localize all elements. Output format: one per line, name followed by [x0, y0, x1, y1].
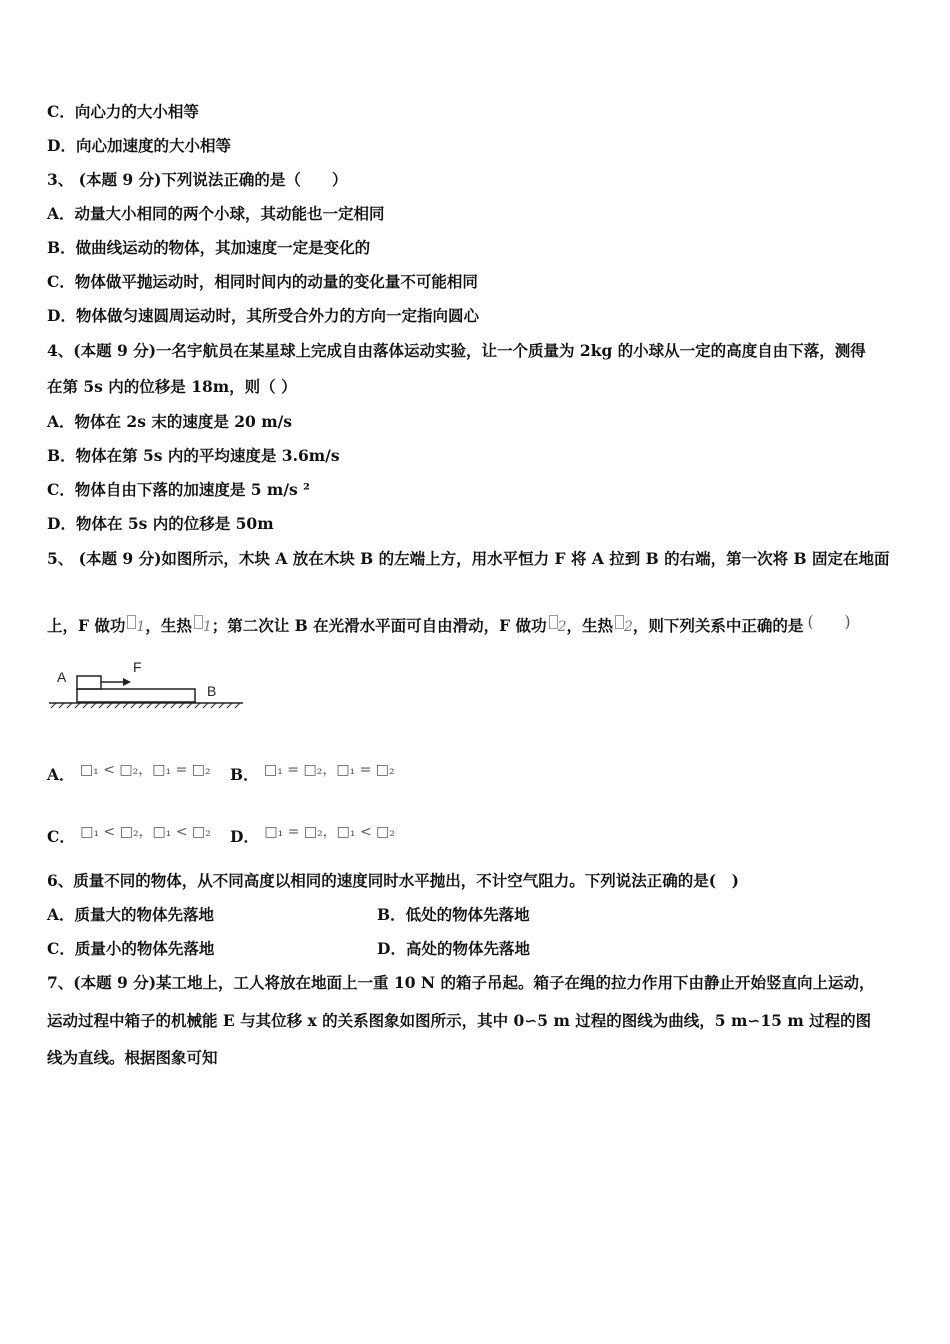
- label-f: F: [133, 660, 142, 675]
- q1-symbol: 1: [192, 619, 212, 635]
- block-b: [77, 689, 195, 702]
- question-3: 3、 (本题 9 分)下列说法正确的是（ ）: [47, 170, 348, 189]
- q5-option-d-label: D．: [230, 827, 259, 846]
- question-7-line3: 线为直线。根据图象可知: [47, 1048, 218, 1067]
- q3-option-a: A．动量大小相同的两个小球，其动能也一定相同: [47, 204, 385, 223]
- q5-text-a: 上，F 做功: [47, 616, 126, 635]
- q6-option-d: D．高处的物体先落地: [377, 939, 530, 958]
- q5-option-a: □₁ < □₂，□₁ = □₂: [79, 762, 211, 778]
- q5-option-a-row: [47, 760, 211, 785]
- block-diagram: [47, 660, 247, 712]
- q5-answer-paren: ( ): [807, 613, 851, 631]
- q3-option-c: C．物体做平抛运动时，相同时间内的动量的变化量不可能相同: [47, 272, 478, 291]
- q4-option-c: C．物体自由下落的加速度是 5 m/s ²: [47, 480, 310, 499]
- w1-symbol: 1: [125, 619, 145, 635]
- q5-option-c-label: C．: [47, 827, 75, 846]
- q5-option-c-row: [47, 822, 211, 847]
- q3-option-d: D．物体做匀速圆周运动时，其所受合外力的方向一定指向圆心: [47, 306, 479, 325]
- q5-option-b-row: [230, 760, 395, 785]
- block-a: [77, 676, 101, 689]
- q5-option-c: □₁ < □₂，□₁ < □₂: [80, 824, 211, 840]
- w2-symbol: 2: [547, 619, 567, 635]
- question-5-line1: 5、 (本题 9 分)如图所示，木块 A 放在木块 B 的左端上方，用水平恒力 F 将 A 拉到 B 的右端，第一次将 B 固定在地面: [47, 549, 890, 568]
- line-c-centripetal-force: C．向心力的大小相等: [47, 102, 199, 121]
- q4-option-b: B．物体在第 5s 内的平均速度是 3.6m/s: [47, 446, 340, 465]
- q6-option-c: C．质量小的物体先落地: [47, 939, 215, 958]
- q3-option-b: B．做曲线运动的物体，其加速度一定是变化的: [47, 238, 371, 257]
- question-4-line2: 在第 5s 内的位移是 18m，则（ ）: [47, 377, 297, 396]
- q5-text-e: ，则下列关系中正确的是: [632, 616, 804, 635]
- label-b: B: [207, 683, 217, 699]
- line-d-centripetal-accel: D．向心加速度的大小相等: [47, 136, 231, 155]
- q6-option-a: A．质量大的物体先落地: [47, 905, 215, 924]
- question-4-line1: 4、(本题 9 分)一名宇航员在某星球上完成自由落体运动实验，让一个质量为 2kg 的小球从一定的高度自由下落，测得: [47, 341, 866, 360]
- question-6: 6、质量不同的物体，从不同高度以相同的速度同时水平抛出，不计空气阻力。下列说法正确的是( ): [47, 871, 739, 890]
- q5-option-d: □₁ = □₂，□₁ < □₂: [264, 824, 395, 840]
- q4-option-d: D．物体在 5s 内的位移是 50m: [47, 514, 274, 533]
- q5-option-a-label: A．: [47, 765, 75, 784]
- q5-text-d: ，生热: [566, 616, 613, 635]
- q4-option-a: A．物体在 2s 末的速度是 20 m/s: [47, 412, 292, 431]
- label-a: A: [57, 669, 67, 685]
- q5-option-b-label: B．: [230, 765, 259, 784]
- question-7-line2: 运动过程中箱子的机械能 E 与其位移 x 的关系图象如图所示，其中 0∽5 m 过程的图线为曲线，5 m∽15 m 过程的图: [47, 1011, 872, 1030]
- q5-option-d-row: [230, 822, 395, 847]
- q5-option-b: □₁ = □₂，□₁ = □₂: [264, 762, 395, 778]
- q5-text-c: ；第二次让 B 在光滑水平面可自由滑动，F 做功: [211, 616, 547, 635]
- q6-option-b: B．低处的物体先落地: [377, 905, 530, 924]
- q5-text-b: ，生热: [145, 616, 192, 635]
- q2-symbol: 2: [613, 619, 633, 635]
- question-5-line2: [47, 612, 851, 637]
- question-7-line1: 7、(本题 9 分)某工地上，工人将放在地面上一重 10 N 的箱子吊起。箱子在绳的拉力作用下由静止开始竖直向上运动，: [47, 973, 875, 992]
- force-arrowhead: [123, 678, 131, 686]
